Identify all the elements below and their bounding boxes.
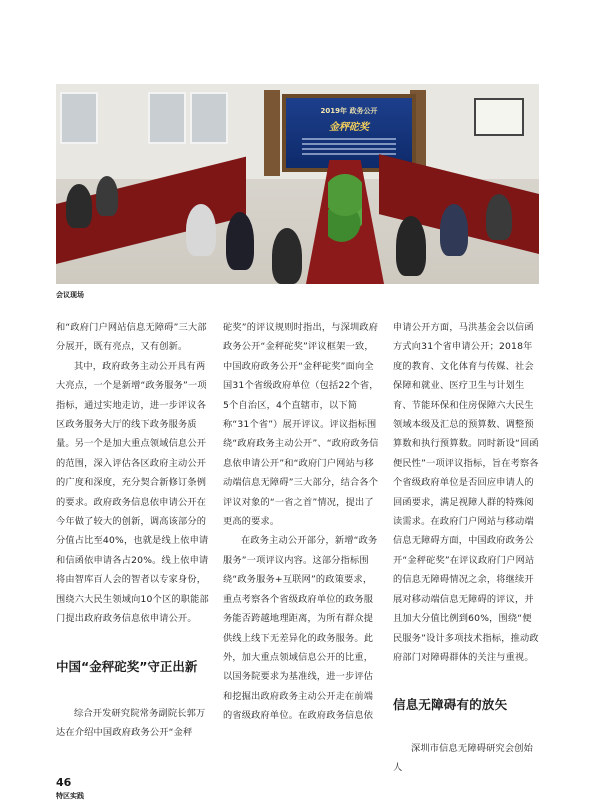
paragraph: 综合开发研究院常务副院长郭万达在介绍中国政府政务公开“金秤 — [56, 707, 206, 739]
photo-window — [148, 92, 186, 144]
article-column-1 — [56, 318, 212, 743]
photo-wood-panel — [264, 90, 280, 176]
section-heading: 中国“金秤砣奖”守正出新 — [56, 658, 198, 674]
attendee — [440, 204, 468, 256]
attendee — [272, 228, 302, 284]
screen-title-line1: 2019年 政务公开 — [320, 107, 378, 115]
attendee — [486, 194, 512, 240]
article-column-2 — [223, 318, 381, 726]
attendee — [66, 184, 92, 228]
section-heading: 信息无障碍有的放矢 — [393, 697, 508, 713]
paragraph: 和“政府门户网站信息无障碍”三大部分展开，既有亮点，又有创新。 — [56, 322, 207, 353]
article-column-3 — [393, 318, 540, 778]
magazine-name: 特区实践 — [56, 791, 84, 800]
photo-window — [190, 92, 228, 144]
attendee — [186, 204, 216, 256]
attendee — [396, 216, 426, 276]
paragraph: 在政务主动公开部分，新增“政务服务”一项评议内容。这部分指标围绕“政务服务+互联网”的政策要求，重点考察各个省级政府单位的政务服务能否跨越地理距离，为所有群众提供线上线下无差异化的政务服务。此外，加大重点领域信息公开的比重，以国务院要求为基准线，进一步评估和挖掘出政府政务主动公开走在前端的省级政府单位。在政府政务信息依 — [223, 535, 378, 722]
wall-frame — [474, 98, 524, 136]
attendee — [96, 176, 118, 216]
photo-caption: 会议现场 — [56, 291, 84, 299]
table-plants — [328, 174, 362, 244]
paragraph: 其中，政府政务主动公开具有两大亮点，一个是新增“政务服务”一项指标，通过实地走访，进一步评议各区政务服务大厅的线下政务服务质量。另一个是加大重点领域信息公开的范围，深入评估各区政府主动公开的广度和深度，充分契合新修订条例的要求。政府政务信息依申请公开在今年做了较大的创新，调高该部分的分值占比至40%，也就是线上依申请和信函依申请各占20%。线上依申请将由智库百人会的智者以专家身份，围绕六大民生领域向10个区的职能部门提出政府政务信息依申请公开。 — [56, 360, 209, 625]
paragraph: 深圳市信息无障碍研究会创始人 — [393, 742, 534, 774]
paragraph: 申请公开方面，马洪基金会以信函方式向31个省申请公开；2018年度的教育、文化体育与传媒、社会保障和就业、医疗卫生与计划生育、节能环保和住房保障六大民生领域本级及汇总的预算数、调整预算数和执行预算数。同时新设“回函便民性”一项评议指标，旨在考察各个省级政府单位是否回应申请人的回函要求，满足视障人群的特殊阅读需求。在政府门户网站与移动端信息无障碍方面，中国政府政务公开“金秤砣奖”在评议政府门户网站的信息无障碍情况之余，将继续开展对移动端信息无障碍的评议，并且加大分值比例到60%，围绕“便民服务”设计多项技术指标，推动政府部门对障碍群体的关注与重视。 — [393, 322, 539, 663]
attendee — [226, 212, 254, 270]
photo-window — [60, 92, 98, 144]
screen-title-line2: 金秤砣奖 — [329, 122, 369, 133]
page-number: 46 — [56, 776, 72, 789]
conference-photo — [56, 84, 539, 284]
paragraph: 砣奖”的评议规则时指出，与深圳政府政务公开“金秤砣奖”评议框架一致，中国政府政务公开“金秤砣奖”面向全国31个省级政府单位（包括22个省，5个自治区，4个直辖市，以下简称“31个省”）展开评议。评议指标围绕“政府政务主动公开”、“政府政务信息依申请公开”和“政府门户网站与移动端信息无障碍”三大部分，结合各个评议对象的“一省之首”情况，提出了更高的要求。 — [223, 322, 379, 528]
